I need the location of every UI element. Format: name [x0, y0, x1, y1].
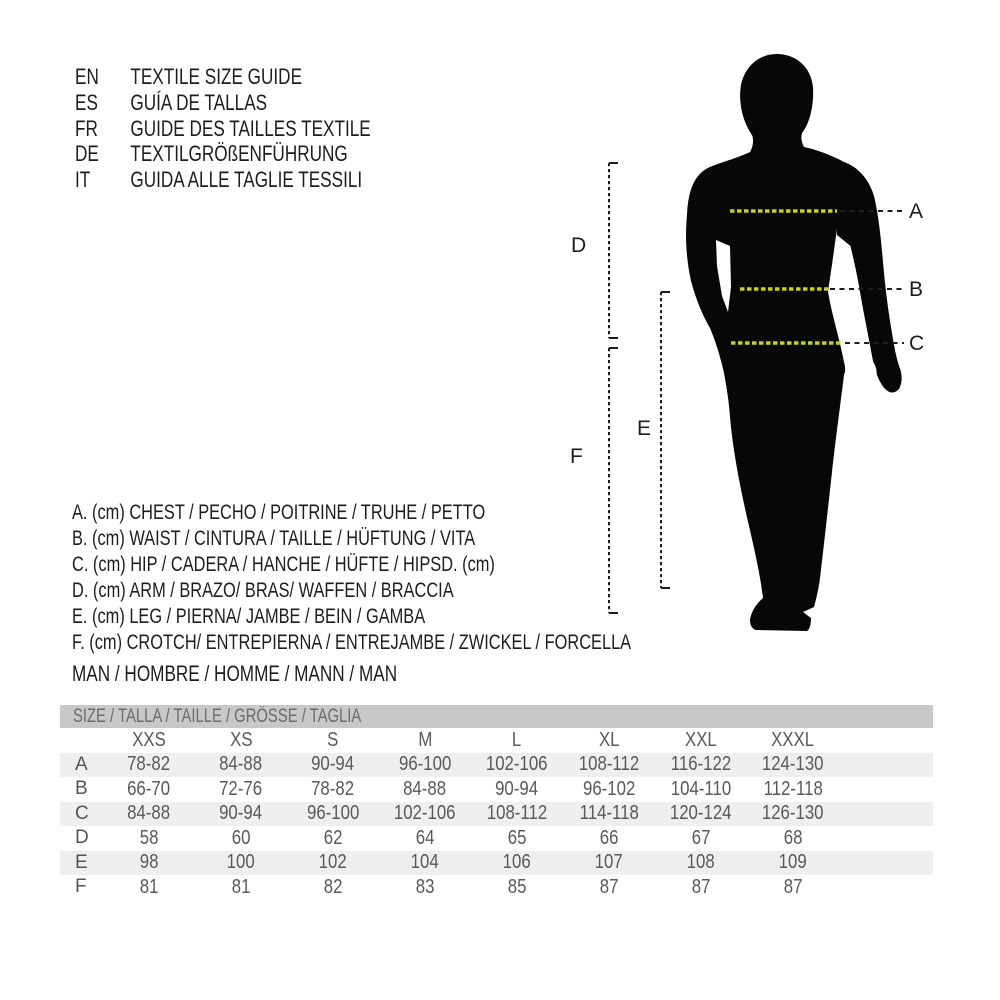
- legend-line-leg: E. (cm) LEG / PIERNA/ JAMBE / BEIN / GAMBA: [72, 604, 426, 628]
- size-col-header: XXS: [132, 728, 166, 751]
- table-cell: 87: [691, 875, 711, 898]
- table-cell: 65: [507, 826, 527, 849]
- size-col-header: L: [512, 728, 522, 751]
- language-title-block: [75, 64, 454, 193]
- table-cell: 109: [778, 851, 808, 874]
- table-cell: 84-88: [219, 753, 263, 776]
- table-cell: 81: [231, 875, 251, 898]
- legend-line-waist: B. (cm) WAIST / CINTURA / TAILLE / HÜFTUNG / VITA: [72, 526, 476, 550]
- table-cell: 98: [139, 851, 159, 874]
- table-cell: 120-124: [670, 802, 732, 825]
- table-cell: 96-100: [306, 802, 360, 825]
- lang-code: EN: [75, 64, 99, 89]
- table-cell: 108-112: [578, 753, 640, 776]
- row-label: E: [75, 851, 88, 873]
- table-cell: 102-106: [486, 753, 548, 776]
- size-col-header: XL: [598, 728, 620, 751]
- table-cell: 108-112: [486, 802, 548, 825]
- table-cell: 100: [226, 851, 256, 874]
- table-cell: 72-76: [219, 777, 263, 800]
- row-label: F: [75, 876, 87, 898]
- table-cell: 90-94: [311, 753, 355, 776]
- marker-label-f: F: [570, 445, 583, 468]
- table-row-chest: [60, 753, 933, 778]
- table-cell: 90-94: [219, 802, 263, 825]
- lang-title: TEXTILE SIZE GUIDE: [130, 64, 303, 89]
- legend-line-hip: C. (cm) HIP / CADERA / HANCHE / HÜFTE / HIPSD. (cm): [72, 552, 495, 576]
- legend-line-chest: A. (cm) CHEST / PECHO / POITRINE / TRUHE / PETTO: [72, 501, 486, 524]
- table-cell: 81: [139, 875, 159, 898]
- lang-title: GUIDA ALLE TAGLIE TESSILI: [130, 167, 363, 193]
- row-label: A: [75, 753, 88, 775]
- size-table-header-bar: [60, 705, 933, 728]
- marker-label-c: C: [909, 332, 925, 355]
- lang-code: ES: [75, 89, 98, 115]
- table-cell: 68: [783, 826, 803, 849]
- table-cell: 102-106: [394, 802, 456, 825]
- lang-title: GUÍA DE TALLAS: [130, 89, 268, 115]
- table-cell: 78-82: [127, 753, 171, 776]
- lang-title: GUIDE DES TAILLES TEXTILE: [130, 115, 371, 141]
- table-cell: 67: [691, 826, 711, 849]
- lang-title: TEXTILGRÖßENFÜHRUNG: [130, 141, 348, 167]
- size-columns-row: [60, 728, 933, 753]
- lang-code: IT: [75, 167, 91, 193]
- table-cell: 58: [139, 826, 159, 849]
- legend-line-crotch: F. (cm) CROTCH/ ENTREPIERNA / ENTREJAMBE / ZWICKEL / FORCELLA: [72, 630, 632, 654]
- legend-line-arm: D. (cm) ARM / BRAZO/ BRAS/ WAFFEN / BRACCIA: [72, 578, 454, 602]
- table-cell: 60: [231, 826, 251, 849]
- table-cell: 84-88: [127, 802, 171, 825]
- table-cell: 96-102: [582, 777, 636, 800]
- size-col-header: XS: [229, 728, 253, 751]
- table-row-waist: [60, 777, 933, 802]
- table-cell: 62: [323, 826, 343, 849]
- table-row-hip: [60, 802, 933, 827]
- row-label: B: [75, 778, 88, 800]
- table-cell: 104: [410, 851, 440, 874]
- measurement-legend: [72, 500, 789, 655]
- lang-code: DE: [75, 141, 99, 167]
- marker-label-a: A: [909, 200, 924, 223]
- table-cell: 104-110: [670, 777, 732, 800]
- table-cell: 114-118: [579, 802, 639, 825]
- marker-label-b: B: [909, 278, 924, 301]
- table-cell: 126-130: [762, 802, 824, 825]
- table-cell: 64: [415, 826, 435, 849]
- table-cell: 90-94: [495, 777, 539, 800]
- table-cell: 106: [502, 851, 532, 874]
- size-col-header: M: [417, 728, 432, 751]
- category-line: MAN / HOMBRE / HOMME / MANN / MAN: [72, 661, 398, 686]
- right-arm: [843, 162, 901, 392]
- title-row-es: [75, 90, 371, 116]
- title-row-fr: [75, 116, 371, 142]
- table-cell: 108: [686, 851, 716, 874]
- title-row-it: [75, 167, 371, 193]
- table-cell: 85: [507, 875, 527, 898]
- size-col-header: XXXL: [771, 728, 815, 751]
- table-cell: 83: [415, 875, 435, 898]
- table-cell: 112-118: [763, 777, 823, 800]
- table-cell: 87: [783, 875, 803, 898]
- size-col-header: S: [327, 728, 339, 751]
- table-cell: 82: [323, 875, 343, 898]
- table-cell: 84-88: [403, 777, 447, 800]
- table-cell: 96-100: [398, 753, 452, 776]
- arm-measure-line: [609, 163, 618, 338]
- table-cell: 107: [594, 851, 624, 874]
- table-row-arm: [60, 826, 933, 851]
- table-row-leg: [60, 851, 933, 876]
- table-cell: 66: [599, 826, 619, 849]
- marker-label-d: D: [571, 234, 587, 257]
- table-cell: 78-82: [311, 777, 355, 800]
- size-table: [60, 728, 933, 900]
- row-label: D: [75, 827, 89, 849]
- table-row-crotch: [60, 875, 933, 900]
- table-cell: 66-70: [127, 777, 171, 800]
- table-cell: 87: [599, 875, 619, 898]
- size-table-title: SIZE / TALLA / TAILLE / GRÖSSE / TAGLIA: [73, 706, 362, 727]
- row-label: C: [75, 802, 89, 824]
- title-row-en: [75, 64, 371, 90]
- title-row-de: [75, 141, 371, 167]
- table-cell: 102: [318, 851, 348, 874]
- lang-code: FR: [75, 115, 98, 141]
- table-cell: 124-130: [762, 753, 824, 776]
- marker-label-e: E: [637, 417, 652, 440]
- size-col-header: XXL: [685, 728, 717, 751]
- table-cell: 116-122: [670, 753, 732, 776]
